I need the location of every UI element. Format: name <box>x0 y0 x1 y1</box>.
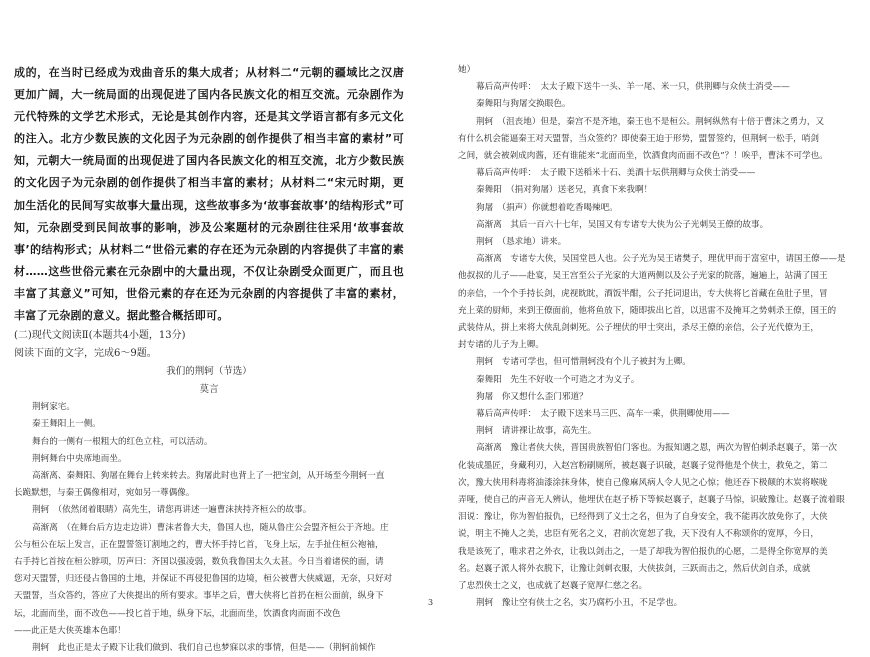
passage-line: ——此正是大侠英雄本色耶！ <box>14 625 126 636</box>
left-passage-lines <box>14 399 404 657</box>
passage-line: 次，豫大侠用科毒将油漆涂抹身体，使自己像麻风病人令人见之心惊；他还吞下极颠的木炭将喉咙 <box>458 477 828 488</box>
reading-instruction: 阅读下面的文字，完成6～9题。 <box>14 348 157 360</box>
passage-line: 秦舞阳 先生不好收一个可造之才为义子。 <box>476 374 640 385</box>
passage-line: 荆轲 （依然闭着眼睛）高先生，请您再讲述一遍曹沫挟持齐桓公的故事。 <box>32 505 312 516</box>
passage-line: 泪说：豫让，你为智伯报仇，已经得到了义士之名，但为了自身安全，我不能再次放免你了，大侠 <box>458 512 828 523</box>
passage-line: 名。赵襄子派人将外衣脱下，让豫让剑刺衣服，大侠拔剑，三跃而击之，然后伏剑自杀，成就 <box>458 563 811 574</box>
passage-line: 天盟誓，当众答约，答应了大侠提出的所有要求。事毕之后，曹大侠将匕首扔在桓公面前，纵身下 <box>14 591 384 602</box>
passage-line: 秦王舞阳上一侧。 <box>32 419 101 430</box>
passage-line: 荆轲家宅。 <box>32 402 75 413</box>
passage-line: 有什么机会能逼秦王对天盟誓，当众签约？即使秦王迫于形势，盟誓签约，但荆轲一松手，哨剑 <box>458 133 819 144</box>
passage-line: 幕后高声传呼： 太子殿下送来马三匹、高车一乘，供荆卿使用—— <box>476 409 730 420</box>
passage-title: 我们的荆轲（节选） <box>166 366 252 378</box>
passage-line: 荆轲舞台中央席地而坐。 <box>32 453 127 464</box>
passage-line: 的亲信，一个个手持长剑，虎视眈眈，酒饭半酣，公子托词退出，专大侠将匕首藏在鱼肚子里，冒 <box>458 288 828 299</box>
passage-line: 说，明主不掩人之美，忠臣有死名之义，君前次宽恕了我，天下没有人不称颂你的宽厚，今日， <box>458 529 819 540</box>
passage-line: 了忠烈侠士之义，也成就了赵襄子宽厚仁慈之名。 <box>458 581 648 592</box>
passage-line: 荆轲 （沮丧地）但是，秦宫不是齐地，秦王也不是桓公。荆轲纵然有十倍于曹沫之勇力，又 <box>476 116 825 127</box>
passage-line: 长跪默想，与秦王偶像相对，宛如另一尊偶像。 <box>14 488 195 499</box>
passage-line: 右手持匕首按在桓公脖项，厉声曰：齐国以强凌弱，数负我鲁国太久太甚。今日当着诸侯的面，请 <box>14 556 384 567</box>
section-header: (二)现代文阅读Ⅱ(本题共4小题，13分) <box>14 330 186 342</box>
passage-author: 莫言 <box>199 384 219 396</box>
right-column <box>458 62 848 613</box>
left-column <box>14 62 404 657</box>
passage-line: 充上菜的厨师，来到王僚面前，他将鱼放下，随即拔出匕首，以迅雷不及掩耳之势刺杀王僚，国王的 <box>458 305 837 316</box>
passage-line: 荆轲 专诸可学也，但可惜荆轲没有个儿子被封为上卿。 <box>476 357 691 368</box>
passage-line: 武装侍从，拼上来将大侠乱剑刺死。公子埋伏的甲士突出，杀尽王僚的亲信，公子光代僚为王， <box>458 323 819 334</box>
passage-line: 幕后高声传呼： 太太子殿下送牛一头、羊一尾、米一只，供荆卿与众侠士消受—— <box>476 82 790 93</box>
passage-line: 荆轲 豫让空有侠士之名，实乃腐朽小丑，不足学也。 <box>476 598 683 609</box>
passage-line: 化装成墨匠，身藏利刃，入赵宫粉刷厕所，被赵襄子识破，赵襄子觉得他是个侠士，救免之，第二 <box>458 460 828 471</box>
passage-line: 秦舞阳与狗屠交换眼色。 <box>476 99 571 110</box>
right-passage-lines <box>458 62 848 613</box>
passage-line: 高渐离 （在舞台后方边走边讲）曹沫者鲁大夫，鲁国人也，随从鲁庄公会盟齐桓公于齐地。庄 <box>32 522 389 533</box>
passage-line: 秦舞阳 （捐对狗屠）送老兄，真食下来我啊！ <box>476 185 653 196</box>
page-number: 3 <box>428 598 434 607</box>
passage-line: 高渐离 其后一百六十七年，吴国又有专诸专大侠为公子光刺吴王僚的故事。 <box>476 219 769 230</box>
passage-line: 荆轲 此也正是太子殿下让我们做到、我们自己也梦寐以求的事情，但是——（荆轲前倾作 <box>32 642 376 653</box>
passage-line: 坛，北面而坐，面不改色——投匕首于地，纵身下坛，北面而坐，饮酒食肉而面不改色 <box>14 608 341 619</box>
passage-line: 弄哑，使自己的声音无人辨认，他埋伏在赵子桥下等候赵襄子，赵襄子马惊，识破豫让。赵襄子流着眼 <box>458 495 845 506</box>
passage-line: 舞台的一侧有一根粗大的红色立柱，可以活动。 <box>32 436 213 447</box>
passage-line: 她） <box>458 65 476 75</box>
passage-line: 封专诸的儿子为上卿。 <box>458 340 544 351</box>
passage-line: 您对天盟誓，归还侵占鲁国的土地，并保证不再侵犯鲁国的边境，桓公被曹大侠威逼，无奈，只好对 <box>14 574 393 585</box>
passage-line: 狗屠 （捐声）你就想着吃香喝辣吧。 <box>476 202 618 213</box>
answer-analysis-paragraph: 成的，在当时已经成为戏曲音乐的集大成者；从材料二“元朝的疆域比之汉唐更加广阔，大一统局面的出现促进了国内各民族文化的相互交流。元杂剧作为元代特殊的文学艺术形式，无论是其创作内容，还是其文学语言都有多元文化的注入。北方少数民族的文化因子为元杂剧的创作提供了相当丰富的素材”可知，元朝大一统局面的出现促进了国内各民族文化的相互交流，北方少数民族的文化因子为元杂剧的创作提供了相当丰富的素材；从材料二“宋元时期，更加生活化的民间写实故事大量出现，这些故事多为‘故事套故事’的结构形式”可知，元杂剧受到民间故事的影响，涉及公案题材的元杂剧往往采用‘故事套故事’的结构形式；从材料二“世俗元素的存在还为元杂剧的内容提供了丰富的素材……这些世俗元素在元杂剧中的大量出现，不仅让杂剧受众面更广，而且也丰富了其意义”可知，世俗元素的存在还为元杂剧的内容提供了丰富的素材，丰富了元杂剧的意义。据此整合概括即可。 <box>14 66 404 323</box>
passage-line: 高渐离 豫让者侠大侠，晋国贵族智伯门客也。为报知遇之恩，两次为智伯刺杀赵襄子，第一次 <box>476 443 837 454</box>
passage-line: 之间，就会被剁成肉酱，还有谁能来“北面而坐，饮酒食肉而面不改色”？！唉乎，曹沫不可学也。 <box>458 151 828 162</box>
passage-line: 高渐离、秦舞阳、狗屠在舞台上转来转去。狗屠此时也背上了一把宝剑，从开场至今荆轲一直 <box>32 470 385 481</box>
passage-line: 荆轲 （恳求地）讲来。 <box>476 237 567 248</box>
passage-line: 公与桓公在坛上发言，正在盟誓签订割地之约，曹大怀手持匕首，飞身上坛，左手扯住桓公袍袖， <box>14 539 384 550</box>
passage-line: 荆轲 请讲裸让故事，高先生。 <box>476 426 597 437</box>
passage-line: 高渐离 专诸专大侠，吴国堂邑人也。公子光为吴王诸樊子，理优甲而于富室中，请国王僚——是 <box>476 254 846 265</box>
passage-line: 我是该死了，唯求君之外衣，让我以剑击之，一是了却我为智伯报仇的心愿，二是得全你宽厚的美 <box>458 546 828 557</box>
passage-line: 狗屠 你又想什么歪门邪道？ <box>476 391 588 402</box>
passage-line: 他叔叔的儿子——赴宴，吴王宫至公子光家的大道两侧以及公子光家的院落，遍遍上，站满了国王 <box>458 271 828 282</box>
passage-line: 幕后高声传呼： 太子殿下送稻米十石、美酒十坛供荆卿与众侠士消受—— <box>476 168 756 179</box>
